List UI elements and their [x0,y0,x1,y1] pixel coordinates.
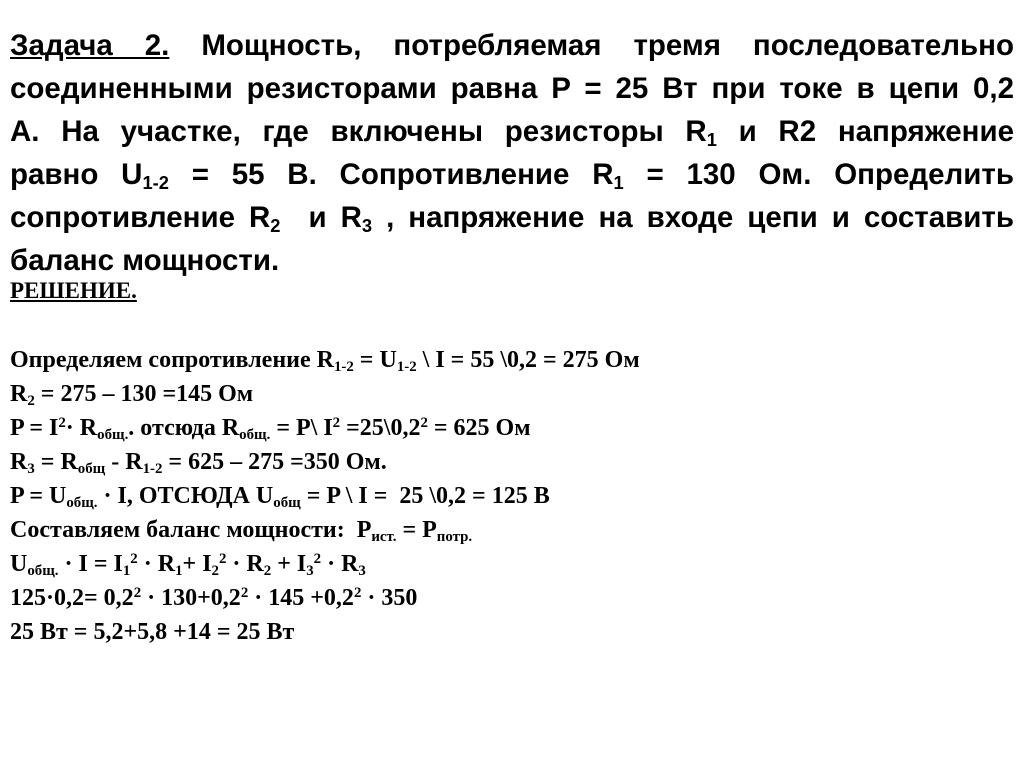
subscript: 2 [211,563,219,580]
formula-text: = P [396,517,437,543]
subscript: общ. [239,427,271,444]
subscript: 3 [358,563,366,580]
problem-label: Задача 2. [10,29,170,62]
solution-line-7 [10,547,1014,581]
problem-text: Мощность, потребляемая тремя последовательно [169,29,1014,62]
formula-text: · 130+0,2 [141,585,241,611]
formula-text: =25\0,2 [340,415,421,441]
superscript: 2 [133,584,142,601]
subscript: общ. [66,495,98,512]
solution-line-5 [10,479,1014,513]
formula-text: · R [65,415,98,441]
subscript: 1-2 [333,359,354,376]
formula-text: R [10,449,28,475]
formula-text: U [10,551,28,577]
formula-text: P = I [10,415,59,441]
formula-text: = 275 – 130 =145 Ом [34,381,254,407]
formula-text: · 145 +0,2 [248,585,354,611]
subscript: 1 [613,172,624,194]
formula-text: = U [353,347,397,373]
subscript: 2 [270,215,281,237]
superscript: 2 [332,414,341,431]
formula-text: · R [137,551,176,577]
solution-line-2 [10,377,1014,411]
formula-text: + I [182,551,212,577]
subscript: 1-2 [142,172,169,194]
subscript: 1-2 [142,461,163,478]
problem-line-1 [10,24,1014,67]
formula-text: Составляем баланс мощности: P [10,517,372,543]
problem-text: = 55 В. Сопротивление R [168,158,614,191]
formula-text: · I, ОТСЮДА U [97,483,274,509]
subscript: общ. [27,563,59,580]
formula-text: \ I = 55 \0,2 = 275 Ом [416,347,640,373]
formula-text: · R [321,551,359,577]
problem-line-4 [10,153,1014,196]
subscript: ист. [371,529,397,546]
solution-line-8 [10,581,1014,615]
subscript: 2 [263,563,272,580]
problem-text: равно U [10,158,143,191]
problem-line-3 [10,110,1014,153]
subscript: 1-2 [396,359,417,376]
superscript: 2 [353,584,362,601]
subscript: общ. [97,427,129,444]
problem-text: и R [280,201,362,234]
problem-line-6 [10,239,1014,282]
formula-text: · 350 [361,585,418,611]
subscript: 2 [27,393,35,410]
solution-line-1 [10,343,1014,377]
formula-text: = P \ I = 25 \0,2 = 125 В [300,483,550,509]
subscript: 3 [306,563,314,580]
problem-text: и R2 напряжение [716,115,1014,148]
subscript: общ [273,495,301,512]
superscript: 2 [130,550,138,567]
problem-text: А. На участке, где включены резисторы R [10,115,707,148]
problem-line-2 [10,67,1014,110]
formula-text: = P\ I [270,415,333,441]
subscript: общ [77,461,106,478]
formula-text: · I = I [58,551,123,577]
problem-text: = 130 Ом. Определить [623,158,1014,191]
problem-text: соединенными резисторами равна P = 25 Вт при токе в цепи 0,2 [10,72,1014,105]
subscript: 3 [27,461,35,478]
subscript: потр. [436,529,473,546]
solution-line-4 [10,445,1014,479]
formula-text: · R [226,551,264,577]
formula-text: 25 Вт = 5,2+5,8 +14 = 25 Вт [10,619,295,645]
solution-line-9 [10,615,1014,649]
formula-text: R [10,381,28,407]
formula-text: Определяем сопротивление R [10,347,334,373]
formula-text: = 625 Ом [427,415,531,441]
subscript: 1 [122,563,131,580]
formula-text: . отсюда R [128,415,240,441]
subscript: 3 [361,215,373,237]
problem-text: сопротивление R [10,201,271,234]
superscript: 2 [420,414,428,431]
formula-text: P = U [10,483,67,509]
formula-text: = R [34,449,78,475]
subscript: 1 [175,563,183,580]
superscript: 2 [58,414,66,431]
formula-text: + I [271,551,307,577]
solution-body [10,343,1014,649]
problem-text: , напряжение на входе цепи и составить [372,201,1014,234]
superscript: 2 [240,584,249,601]
subscript: 1 [706,129,717,151]
problem-text: баланс мощности. [10,244,280,277]
problem-statement [10,24,1014,282]
formula-text: - R [105,449,143,475]
superscript: 2 [313,550,322,567]
solution-heading: РЕШЕНИЕ. [10,278,137,303]
solution-line-3 [10,411,1014,445]
solution-line-6 [10,513,1014,547]
problem-line-5 [10,196,1014,239]
formula-text: 125·0,2= 0,2 [10,585,134,611]
formula-text: = 625 – 275 =350 Ом. [162,449,387,475]
superscript: 2 [218,550,227,567]
